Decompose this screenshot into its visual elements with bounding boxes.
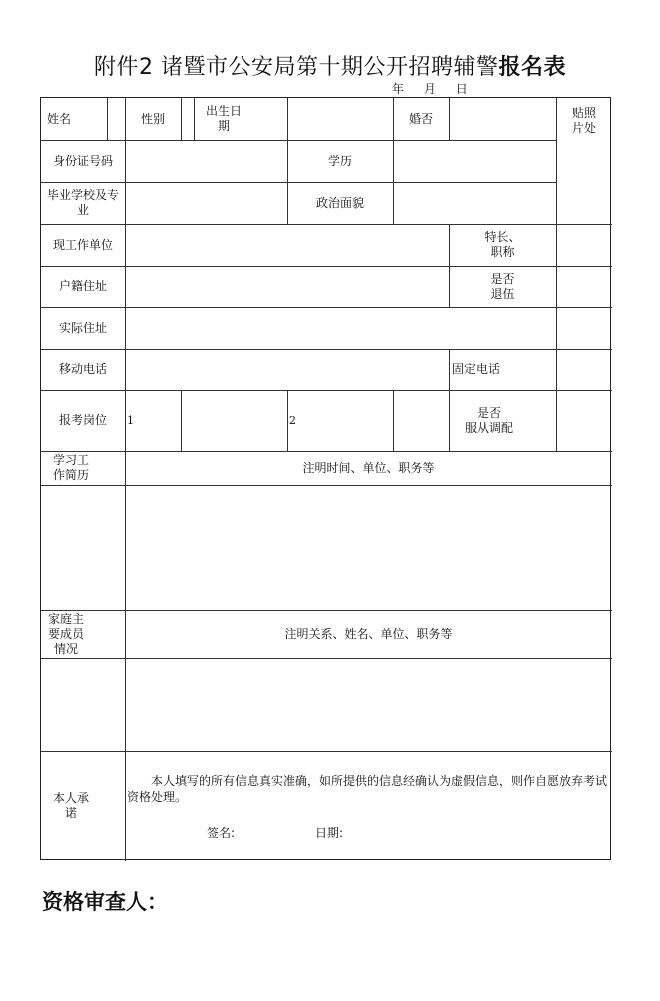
school-major-label [41,182,125,224]
veteran-label [449,266,556,307]
school-label-line2: 业 [76,203,89,217]
col-divider [449,98,450,140]
photo-label-line2: 片处 [571,121,596,135]
education-label: 学历 [327,153,352,168]
pledge-label [41,751,101,861]
col-divider [181,98,182,140]
date-year-label: 年 [392,82,406,96]
col-divider [556,98,557,451]
resume-hint: 注明时间、单位、职务等 [302,460,435,475]
school-label-line1: 毕业学校及专 [46,188,119,202]
photo-label-line1: 贴照 [571,106,596,120]
col-divider [107,98,108,140]
id-number-label: 身份证号码 [52,153,113,168]
family-label-line1: 家庭主 [47,611,84,626]
adjust-label-line1: 是否 [476,405,501,420]
birth-date-label-line2: 期 [217,119,230,133]
date-day-label: 日 [455,82,469,96]
family-label-line3: 情况 [53,641,78,656]
col-divider [181,390,182,451]
birth-date-label-line1: 出生日 [205,104,242,118]
current-address-label: 实际住址 [58,320,107,335]
pledge-text: 本人填写的所有信息真实准确，如所提供的信息经确认为虚假信息，则作自愿放弃考试资格处理。 [127,774,608,804]
page-title: 附件2 诸暨市公安局第十期公开招聘辅警报名表 [93,55,566,80]
pledge-label-line2: 诺 [64,806,77,820]
col-divider [287,390,288,451]
family-label-line2: 要成员 [47,626,84,641]
date-month-label: 月 [423,82,437,96]
specialty-label-line1: 特长、 [484,230,521,244]
birth-date-label [194,98,254,140]
veteran-label-line1: 是否 [490,271,515,286]
resume-label [41,451,101,485]
political-status-label: 政治面貌 [315,195,364,210]
pledge-label-line1: 本人承 [52,791,89,805]
row-divider [41,485,612,486]
pledge-date-label: 日期: [315,826,344,840]
signature-label: 签名: [207,826,236,840]
name-label: 姓名 [47,111,72,126]
registration-form [40,97,611,860]
specialty-label-line2: 职称 [490,245,515,259]
specialty-title-label [449,224,556,266]
employer-label: 现工作单位 [52,237,113,252]
eligibility-reviewer-label: 资格审查人： [42,890,168,914]
resume-label-line2: 作简历 [52,468,89,482]
position-choice-1: 1 [127,414,134,427]
gender-label: 性别 [140,111,165,126]
family-hint: 注明关系、姓名、单位、职务等 [284,626,453,641]
hukou-address-label: 户籍住址 [58,279,107,293]
mobile-phone-label: 移动电话 [58,362,107,376]
landline-phone-label: 固定电话 [452,362,501,376]
row-divider [41,751,612,752]
family-members-label [41,610,91,658]
row-divider [41,658,612,659]
marital-label: 婚否 [408,111,433,126]
resume-label-line1: 学习工 [52,453,89,467]
photo-placeholder-label [556,104,612,138]
accept-reassignment-label [449,390,529,451]
applied-position-label: 报考岗位 [58,413,107,427]
col-divider [393,390,394,451]
veteran-label-line2: 退伍 [490,286,515,301]
date-header [392,80,483,97]
row-divider [41,307,612,308]
adjust-label-line2: 服从调配 [464,420,513,435]
position-choice-2: 2 [289,414,296,427]
